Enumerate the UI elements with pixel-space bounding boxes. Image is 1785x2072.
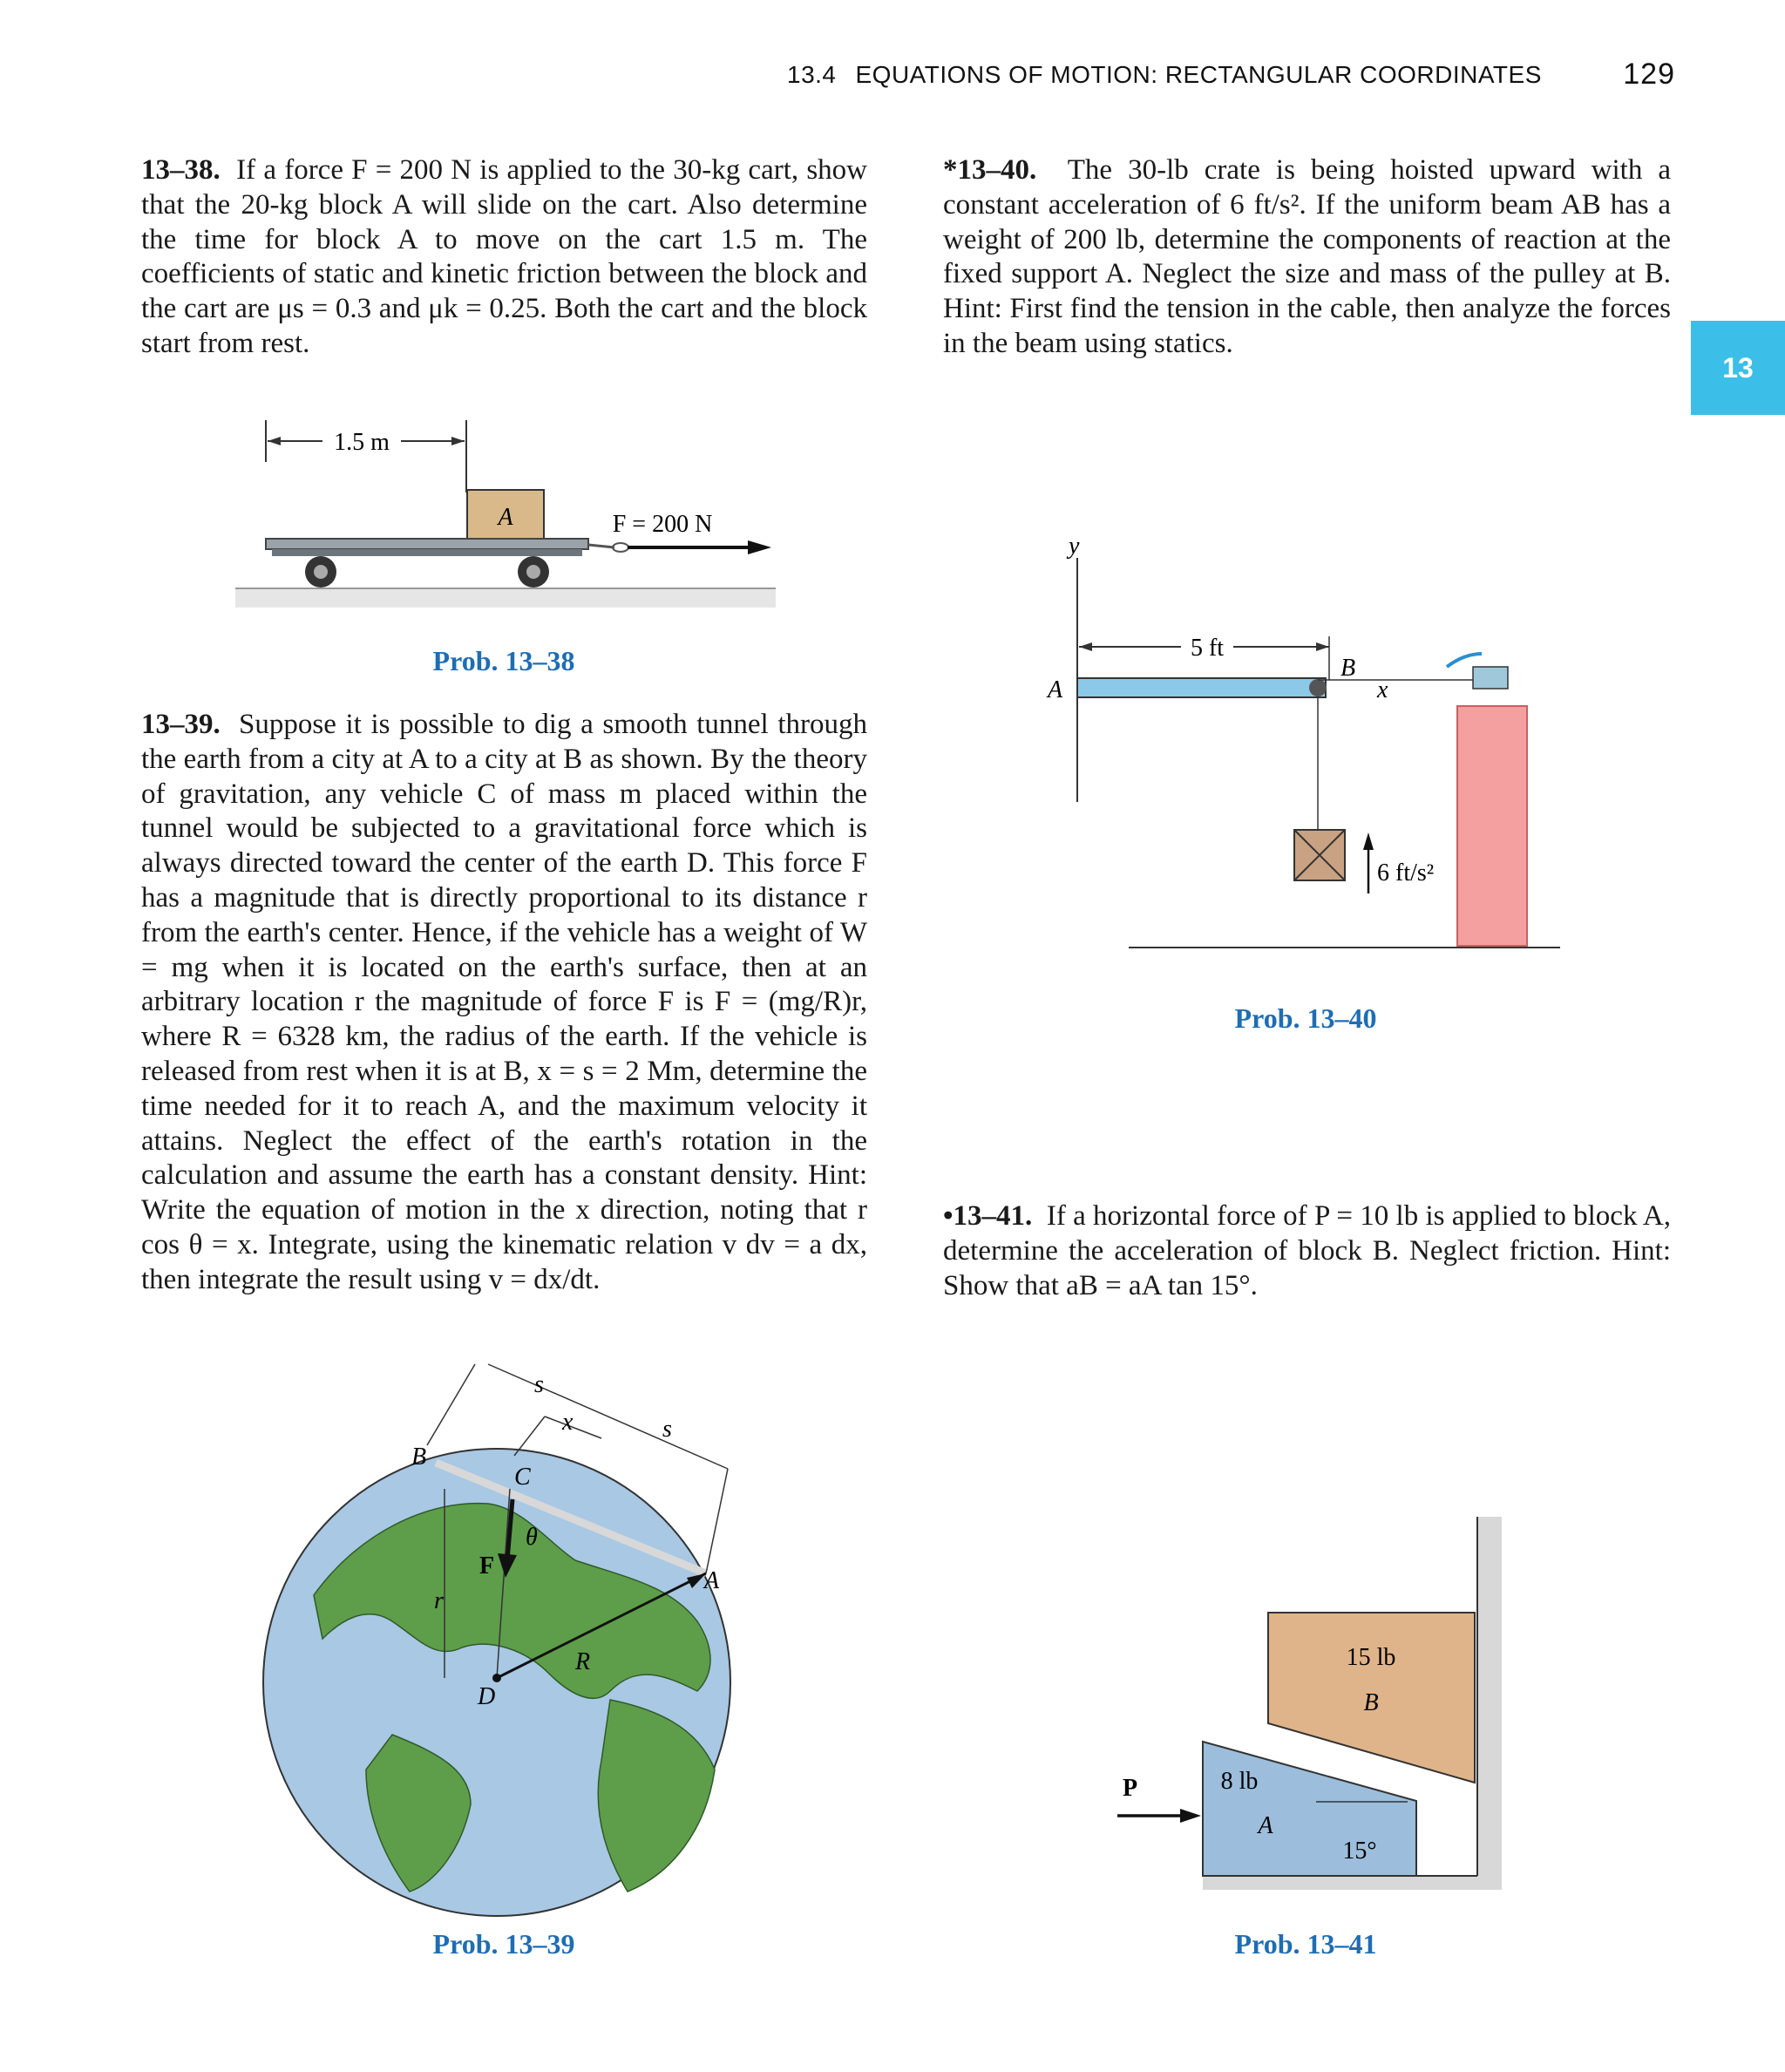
figure-13-38 bbox=[227, 410, 784, 619]
figure-13-39 bbox=[261, 1360, 750, 1918]
block-a bbox=[1203, 1742, 1416, 1876]
winch bbox=[1473, 667, 1508, 689]
caption-13-41: Prob. 13–41 bbox=[1234, 1928, 1377, 1960]
problem-number: •13–41. bbox=[943, 1200, 1033, 1232]
problem-13-39 bbox=[141, 708, 867, 1298]
pulley bbox=[1309, 679, 1327, 696]
ground bbox=[235, 588, 776, 608]
ground bbox=[1203, 1876, 1502, 1890]
problem-text: The 30-lb crate is being hoisted upward with a constant acceleration of 6 ft/s². If the uniform beam AB has a weight of 200 lb, determine the components of reaction at the fixed support A. Neglect the size and mass of the pulley at B. Hint: First find the tension in the cable, then analyze the forces in the beam using statics. bbox=[943, 154, 1672, 359]
label-radius: R bbox=[575, 1648, 591, 1675]
problem-text: If a horizontal force of P = 10 lb is applied to block A, determine the acceleration of block B. Neglect friction. Hint: Show that aB = aA tan 15°. bbox=[943, 1200, 1671, 1301]
chapter-tab: 13 bbox=[1691, 321, 1785, 415]
running-header bbox=[787, 61, 1542, 89]
problem-13-38 bbox=[141, 153, 867, 362]
label-p: P bbox=[1123, 1775, 1138, 1802]
problem-13-41 bbox=[943, 1199, 1671, 1303]
problem-text: Suppose it is possible to dig a smooth tunnel through the earth from a city at A to a city at B as shown. By the theory of gravitation, any vehicle C of mass m placed within the tunnel would be subjected to a gravitational force which is always directed toward the center of the earth D. This force F has a magnitude that is directly proportional to its distance r from the earth's center. Hence, if the vehicle has a weight of W = mg when it is located on the earth's surface, then at an arbitrary location r the magnitude of force F is F = (mg/R)r, where R = 6328 km, the radius of the earth. If the vehicle is released from rest when it is at B, x = s = 2 Mm, determine the time needed for it to reach A, and the maximum velocity it attains. Neglect the effect of the earth's rotation in the calculation and assume the earth has a constant density. Hint: Write the equation of motion in the x direction, noting that r cos θ = x. Integrate, using the kinematic relation v dv = a dx, then integrate the result using v = dx/dt. bbox=[141, 709, 868, 1295]
page-number: 129 bbox=[1623, 58, 1675, 91]
label-a: A bbox=[704, 1567, 720, 1594]
problem-13-40 bbox=[943, 153, 1671, 362]
cart-deck bbox=[266, 539, 588, 549]
weight-b: 15 lb bbox=[1346, 1644, 1396, 1671]
figure-13-40 bbox=[1037, 523, 1578, 976]
caption-13-39: Prob. 13–39 bbox=[432, 1928, 575, 1960]
block-label: A bbox=[498, 504, 513, 531]
accel-label: 6 ft/s² bbox=[1377, 859, 1435, 887]
caption-13-40: Prob. 13–40 bbox=[1234, 1002, 1377, 1034]
label-d: D bbox=[478, 1683, 496, 1710]
beam-ab bbox=[1077, 678, 1326, 697]
label-theta: θ bbox=[526, 1524, 538, 1551]
figure-13-41 bbox=[1107, 1517, 1508, 1900]
angle-label: 15° bbox=[1342, 1838, 1377, 1865]
brick-column bbox=[1457, 706, 1527, 946]
label-b: B bbox=[411, 1444, 427, 1471]
problem-number: 13–39. bbox=[141, 709, 221, 740]
label-c: C bbox=[514, 1464, 531, 1491]
label-y: y bbox=[1069, 533, 1080, 560]
problem-text: If a force F = 200 N is applied to the 30-kg cart, show that the 20-kg block A will slide on the cart. Also determine the time for block A to move on the cart 1.5 m. The coefficients of static and kinetic friction between the block and the cart are μs = 0.3 and μk = 0.25. Both the cart and the block start from rest. bbox=[141, 154, 868, 359]
label-b: B bbox=[1363, 1689, 1379, 1716]
label-x: x bbox=[1377, 676, 1388, 703]
caption-13-38: Prob. 13–38 bbox=[432, 645, 575, 676]
force-label: F = 200 N bbox=[612, 511, 713, 538]
label-r: r bbox=[434, 1587, 444, 1614]
label-a: A bbox=[1258, 1812, 1273, 1839]
label-x: x bbox=[562, 1409, 574, 1436]
label-s1: s bbox=[534, 1371, 544, 1398]
center-d bbox=[492, 1674, 501, 1682]
section-title: EQUATIONS OF MOTION: RECTANGULAR COORDINATES bbox=[855, 61, 1542, 88]
problem-number: *13–40. bbox=[943, 154, 1037, 186]
dim-label: 1.5 m bbox=[334, 429, 390, 456]
label-f: F bbox=[479, 1552, 495, 1579]
label-s2: s bbox=[662, 1416, 672, 1443]
dim-label: 5 ft bbox=[1190, 635, 1225, 662]
section-number: 13.4 bbox=[787, 61, 837, 88]
problem-number: 13–38. bbox=[141, 154, 221, 186]
weight-a: 8 lb bbox=[1220, 1768, 1259, 1795]
wall bbox=[1477, 1517, 1502, 1883]
label-a: A bbox=[1048, 676, 1063, 703]
label-b: B bbox=[1340, 655, 1356, 682]
